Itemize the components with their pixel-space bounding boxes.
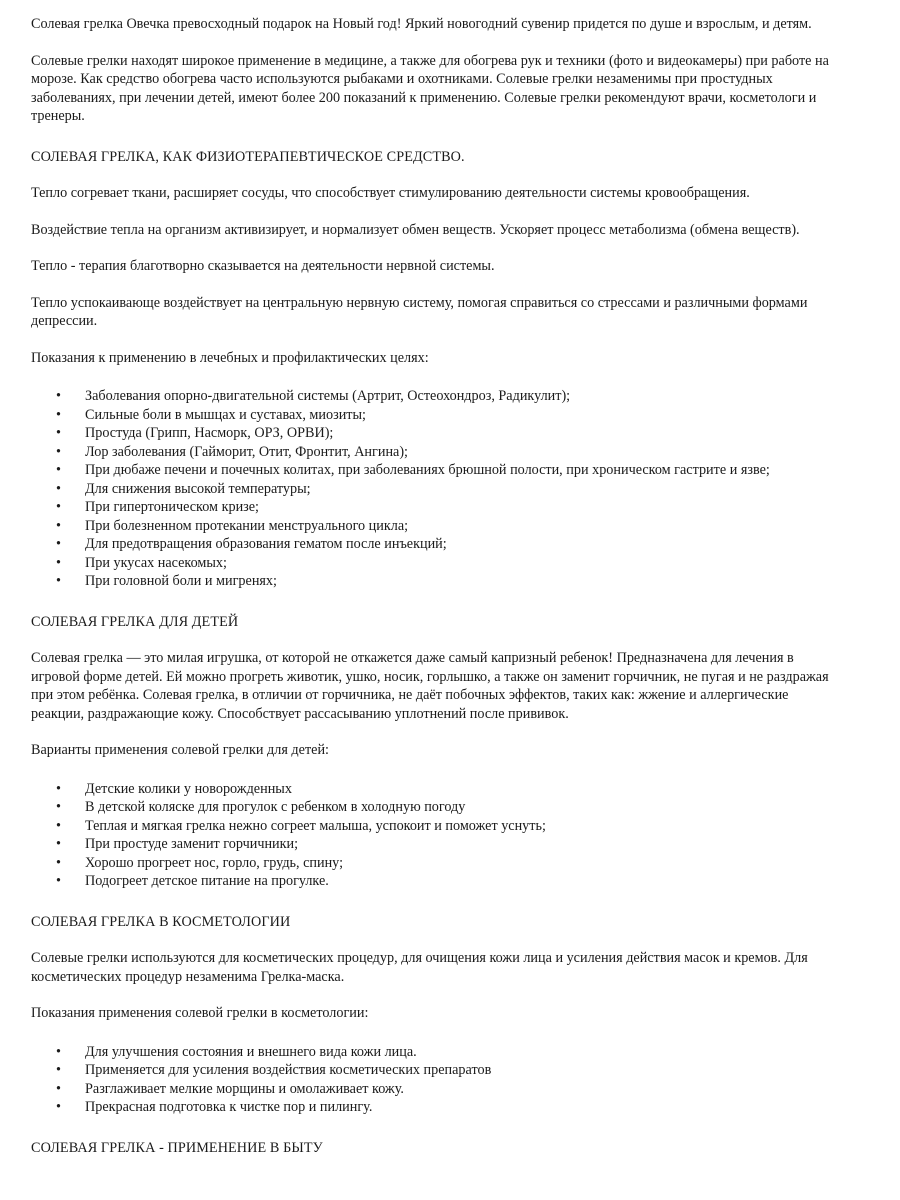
bullet-icon: • (56, 1080, 61, 1097)
list-item: • Для снижения высокой температуры; (56, 480, 311, 497)
list-item: • При головной боли и мигренях; (56, 573, 277, 589)
cosmetology-indications-intro: Показания применения солевой грелки в косметологии: (31, 1005, 369, 1021)
list-item: • Теплая и мягкая грелка нежно согреет малыша, успокоит и поможет уснуть; (56, 817, 546, 834)
bullet-icon: • (56, 836, 61, 852)
heading-cosmetology: СОЛЕВАЯ ГРЕЛКА В КОСМЕТОЛОГИИ (31, 913, 291, 930)
list-item: • Для предотвращения образования гематом после инъекций; (56, 536, 447, 552)
bullet-icon: • (56, 406, 61, 423)
heading-physiotherapy: СОЛЕВАЯ ГРЕЛКА, КАК ФИЗИОТЕРАПЕВТИЧЕСКОЕ СРЕДСТВО. (31, 148, 465, 165)
bullet-icon: • (56, 1062, 61, 1078)
bullet-icon: • (56, 817, 61, 834)
intro-paragraph-1: Солевая грелка Овечка превосходный подарок на Новый год! Яркий новогодний сувенир придется по душе и взрослым, и детям. (31, 16, 812, 32)
list-item: • Сильные боли в мышцах и суставах, миозиты; (56, 406, 366, 423)
bullet-icon: • (56, 443, 61, 460)
bullet-icon: • (56, 1099, 61, 1115)
physio-paragraph-3: Тепло - терапия благотворно сказывается на деятельности нервной системы. (31, 258, 495, 274)
physio-paragraph-4: Тепло успокаивающе воздействует на центральную нервную систему, помогая справиться со стрессами и различными формами депрессии. (31, 294, 808, 329)
bullet-icon: • (56, 388, 61, 404)
document-page (31, 15, 831, 1157)
bullet-icon: • (56, 480, 61, 497)
bullet-icon: • (56, 799, 61, 815)
list-item: • Заболевания опорно-двигательной системы (Артрит, Остеохондроз, Радикулит); (56, 388, 571, 404)
list-item: • При дюбаже печени и почечных колитах, при заболеваниях брюшной полости, при хроническом гастрите и язве; (56, 462, 770, 478)
physio-paragraph-1: Тепло согревает ткани, расширяет сосуды, что способствует стимулированию деятельности системы кровообращения. (31, 185, 750, 201)
cosmetology-paragraph-1: Солевые грелки используются для косметических процедур, для очищения кожи лица и усиления действия масок и кремов. Для косметических процедур незаменима Грелка-маска. (31, 950, 808, 985)
list-item: • Подогреет детское питание на прогулке. (56, 873, 329, 889)
list-item: • Детские колики у новорожденных (56, 780, 292, 797)
list-item: • Прекрасная подготовка к чистке пор и пилингу. (56, 1099, 373, 1115)
intro-paragraph-2: Солевые грелки находят широкое применение в медицине, а также для обогрева рук и техники (фото и видеокамеры) при работе на морозе. Как средство обогрева часто используются рыбаками и охотниками. Солевые грелки незаменимы при простудных заболеваниях, при лечении детей, имеют более 200 показаний к применению. Солевые грелки рекомендуют врачи, косметологи и тренеры. (31, 52, 829, 124)
list-item: • Применяется для усиления воздействия косметических препаратов (56, 1062, 492, 1078)
list-item: • При болезненном протекании менструального цикла; (56, 517, 409, 534)
heading-kids: СОЛЕВАЯ ГРЕЛКА ДЛЯ ДЕТЕЙ (31, 613, 239, 630)
bullet-icon: • (56, 780, 61, 797)
bullet-icon: • (56, 1043, 61, 1060)
bullet-icon: • (56, 573, 61, 589)
bullet-icon: • (56, 873, 61, 889)
list-item: • При гипертоническом кризе; (56, 499, 260, 515)
physio-paragraph-2: Воздействие тепла на организм активизирует, и нормализует обмен веществ. Ускоряет процесс метаболизма (обмена веществ). (31, 221, 800, 238)
list-item: • Лор заболевания (Гайморит, Отит, Фронтит, Ангина); (56, 443, 408, 460)
list-item: • Разглаживает мелкие морщины и омолаживает кожу. (56, 1080, 404, 1097)
bullet-icon: • (56, 536, 61, 552)
list-item: • Для улучшения состояния и внешнего вида кожи лица. (56, 1043, 417, 1060)
list-item: • В детской коляске для прогулок с ребенком в холодную погоду (56, 799, 466, 815)
heading-household: СОЛЕВАЯ ГРЕЛКА - ПРИМЕНЕНИЕ В БЫТУ (31, 1139, 323, 1156)
kids-variants-intro: Варианты применения солевой грелки для детей: (31, 742, 329, 758)
bullet-icon: • (56, 499, 61, 515)
list-item: • Простуда (Грипп, Насморк, ОРЗ, ОРВИ); (56, 425, 334, 441)
list-item: • При простуде заменит горчичники; (56, 836, 299, 852)
bullet-icon: • (56, 517, 61, 534)
bullet-icon: • (56, 425, 61, 441)
cosmetology-indications-list (31, 1043, 831, 1117)
bullet-icon: • (56, 554, 61, 571)
list-item: • При укусах насекомых; (56, 554, 227, 571)
bullet-icon: • (56, 854, 61, 871)
physio-indications-intro: Показания к применению в лечебных и профилактических целях: (31, 349, 429, 366)
bullet-icon: • (56, 462, 61, 478)
kids-paragraph-1: Солевая грелка — это милая игрушка, от которой не откажется даже самый капризный ребенок! Предназначена для лечения в игровой форме детей. Ей можно прогреть животик, ушко, носик, горлышко, а также он заменит горчичник, не пугая и не раздражая при этом ребёнка. Солевая грелка, в отличии от горчичника, не даёт побочных эффектов, таких как: жжение и аллергические реакции, раздражающие кожу. Способствует рассасыванию уплотнений после прививок. (31, 650, 829, 722)
list-item: • Хорошо прогреет нос, горло, грудь, спину; (56, 854, 344, 871)
kids-variants-list (31, 780, 831, 891)
physio-indications-list (31, 387, 831, 591)
